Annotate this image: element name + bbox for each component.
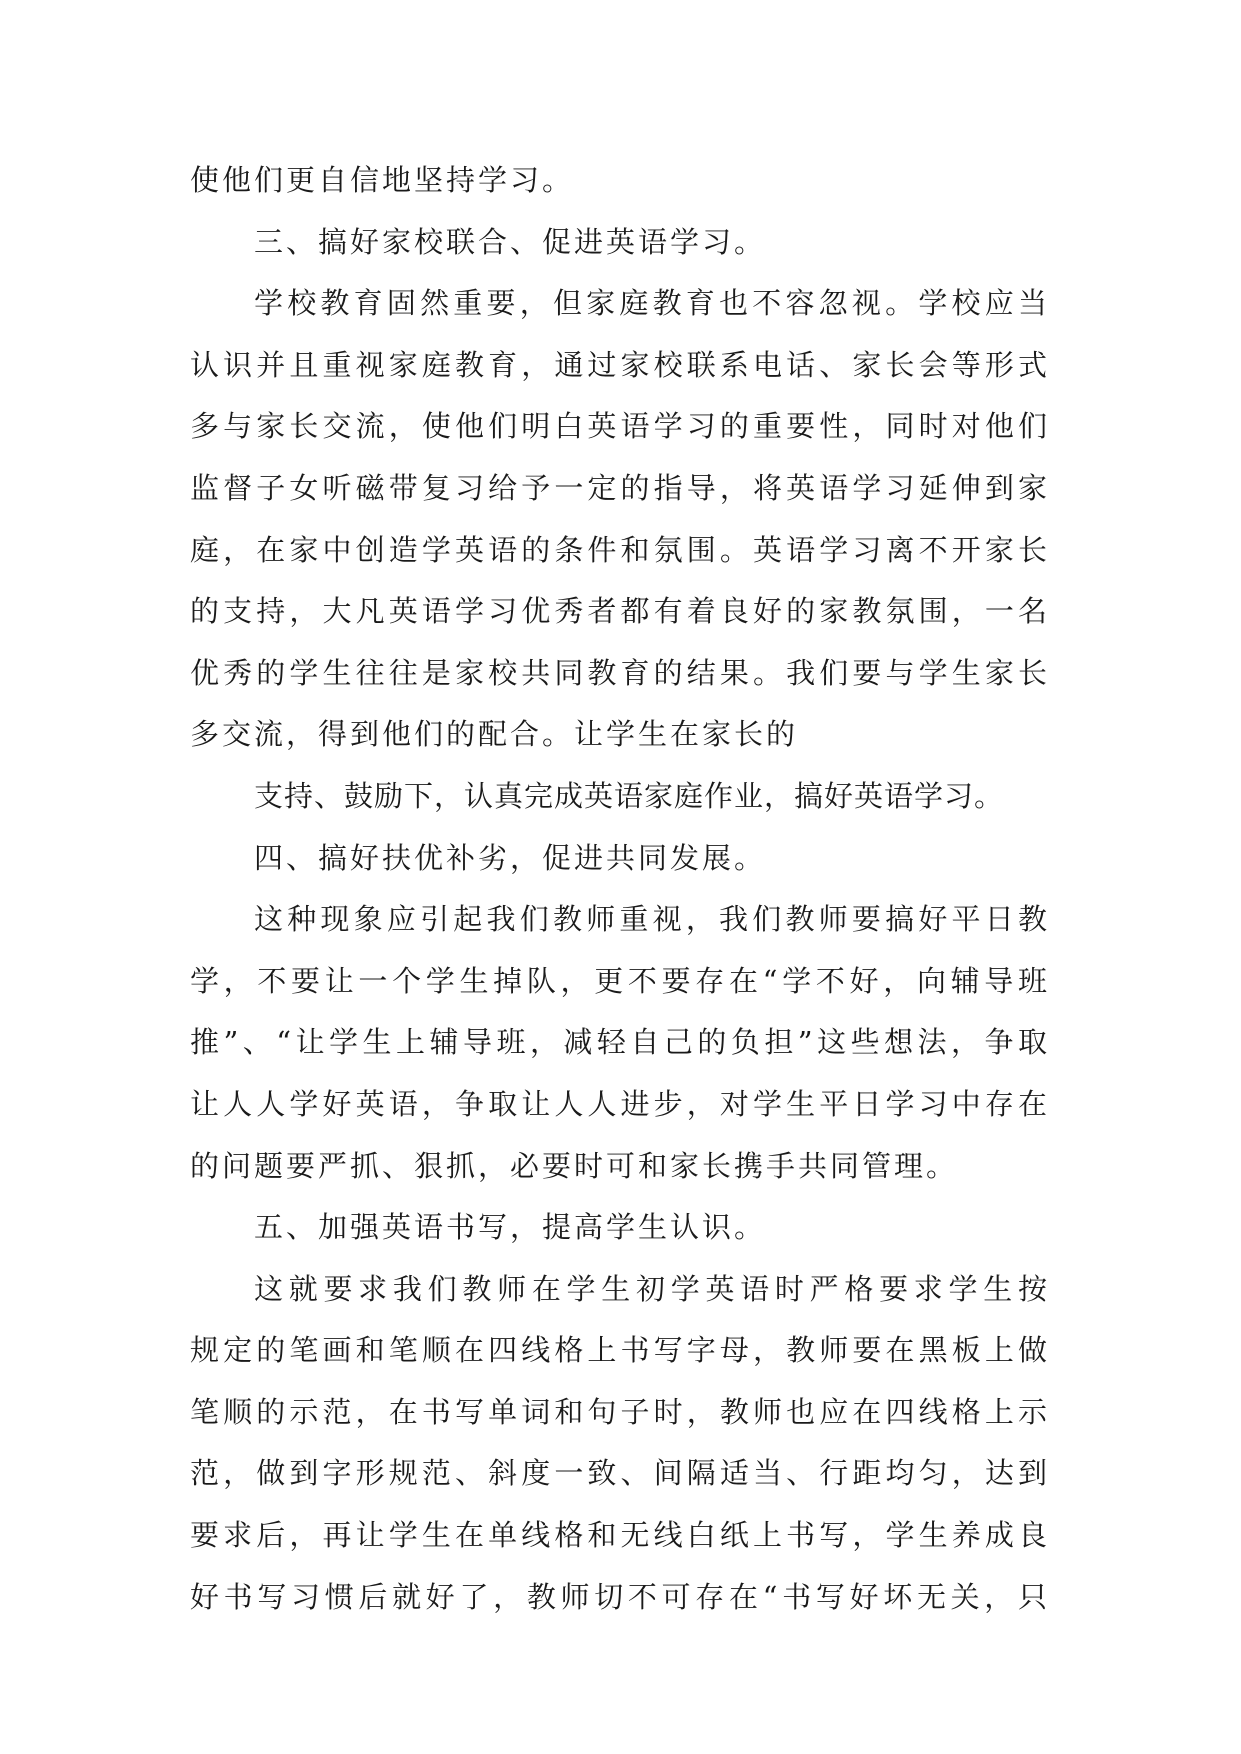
text-line: 多交流，得到他们的配合。让学生在家长的 bbox=[190, 717, 799, 752]
text-line: 使他们更自信地坚持学习。 bbox=[190, 163, 575, 197]
text-line: 好书写习惯后就好了，教师切不可存在“书写好坏无关，只 bbox=[190, 1579, 1050, 1614]
text-line: 推”、“让学生上辅导班，减轻自己的负担”这些想法，争取 bbox=[190, 1025, 1050, 1060]
text-line: 要求后，再让学生在单线格和无线白纸上书写，学生养成良 bbox=[190, 1518, 1050, 1553]
section-heading: 五、加强英语书写，提高学生认识。 bbox=[254, 1210, 767, 1245]
text-line: 这种现象应引起我们教师重视，我们教师要搞好平日教 bbox=[254, 902, 1050, 937]
section-heading: 三、搞好家校联合、促进英语学习。 bbox=[254, 224, 767, 259]
text-line: 的问题要严抓、狠抓，必要时可和家长携手共同管理。 bbox=[190, 1148, 959, 1183]
text-line: 监督子女听磁带复习给予一定的指导，将英语学习延伸到家 bbox=[190, 470, 1050, 505]
document-page bbox=[190, 150, 1050, 1628]
text-line: 庭，在家中创造学英语的条件和氛围。英语学习离不开家长 bbox=[190, 532, 1050, 567]
text-line: 多与家长交流，使他们明白英语学习的重要性，同时对他们 bbox=[190, 409, 1050, 444]
text-line: 这就要求我们教师在学生初学英语时严格要求学生按 bbox=[254, 1271, 1050, 1306]
text-line: 的支持，大凡英语学习优秀者都有着良好的家教氛围，一名 bbox=[190, 594, 1050, 629]
text-line: 优秀的学生往往是家校共同教育的结果。我们要与学生家长 bbox=[190, 655, 1050, 690]
section-heading: 四、搞好扶优补劣，促进共同发展。 bbox=[254, 840, 767, 875]
text-line: 范，做到字形规范、斜度一致、间隔适当、行距均匀，达到 bbox=[190, 1456, 1050, 1491]
text-line: 支持、鼓励下，认真完成英语家庭作业，搞好英语学习。 bbox=[254, 778, 1005, 813]
text-line: 让人人学好英语，争取让人人进步，对学生平日学习中存在 bbox=[190, 1086, 1050, 1121]
text-line: 规定的笔画和笔顺在四线格上书写字母，教师要在黑板上做 bbox=[190, 1333, 1050, 1368]
text-line: 认识并且重视家庭教育，通过家校联系电话、家长会等形式 bbox=[190, 347, 1050, 382]
text-line: 学校教育固然重要，但家庭教育也不容忽视。学校应当 bbox=[254, 286, 1050, 321]
text-line: 学，不要让一个学生掉队，更不要存在“学不好，向辅导班 bbox=[190, 963, 1050, 998]
text-line: 笔顺的示范，在书写单词和句子时，教师也应在四线格上示 bbox=[190, 1394, 1050, 1429]
